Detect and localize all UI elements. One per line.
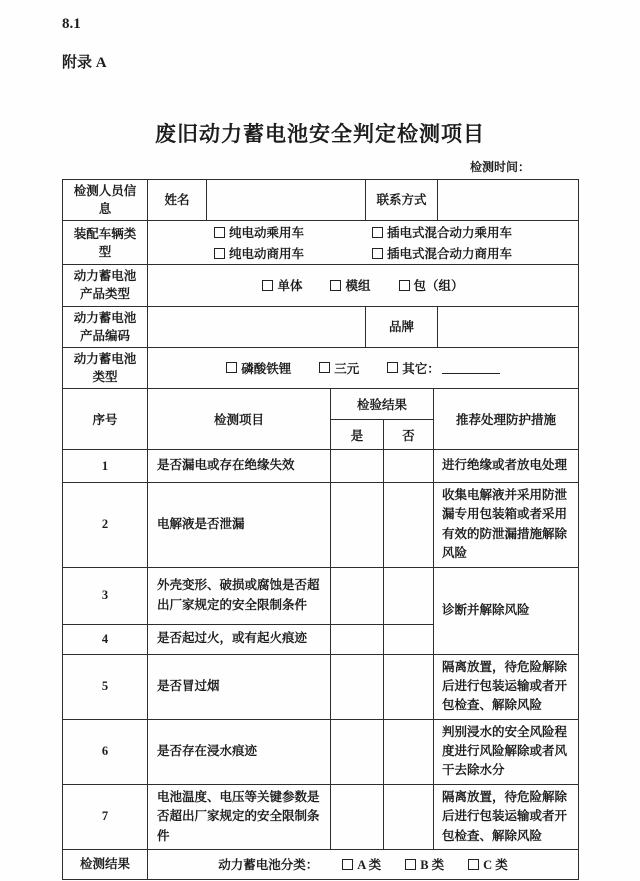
checkbox-other[interactable] bbox=[387, 359, 500, 377]
header-seq: 序号 bbox=[63, 389, 148, 450]
header-no: 否 bbox=[384, 420, 434, 450]
no-cell[interactable] bbox=[384, 719, 434, 784]
vehicle-options-grid bbox=[214, 223, 512, 262]
checkbox-icon bbox=[319, 362, 330, 373]
checkbox-icon bbox=[405, 859, 416, 870]
checkbox-icon bbox=[330, 280, 341, 291]
brand-label: 品牌 bbox=[366, 306, 438, 347]
checkbox-icon bbox=[372, 227, 383, 238]
checkbox-icon bbox=[214, 248, 225, 259]
checkbox-icon bbox=[468, 859, 479, 870]
row-seq: 4 bbox=[63, 624, 148, 654]
name-value-cell[interactable] bbox=[207, 180, 366, 221]
product-type-options-cell bbox=[148, 265, 579, 306]
no-cell[interactable] bbox=[384, 450, 434, 483]
checkbox-ternary[interactable] bbox=[319, 359, 359, 377]
row-measure: 隔离放置，待危险解除后进行包装运输或者开包检查、解除风险 bbox=[434, 654, 579, 719]
row-item: 外壳变形、破损或腐蚀是否超出厂家规定的安全限制条件 bbox=[148, 567, 331, 624]
info-table bbox=[62, 179, 579, 389]
other-fill-line[interactable] bbox=[442, 362, 500, 374]
table-header-row bbox=[63, 389, 579, 420]
contact-label: 联系方式 bbox=[366, 180, 438, 221]
row-seq: 3 bbox=[63, 567, 148, 624]
row-item: 是否漏电或存在绝缘失效 bbox=[148, 450, 331, 483]
items-table bbox=[62, 388, 579, 880]
checkbox-pack[interactable] bbox=[399, 276, 464, 294]
row-seq: 7 bbox=[63, 784, 148, 849]
yes-cell[interactable] bbox=[331, 483, 384, 568]
checkbox-icon bbox=[387, 362, 398, 373]
result-label: 检测结果 bbox=[63, 849, 148, 879]
checkbox-label: 包（组） bbox=[413, 279, 464, 294]
classification-prefix: 动力蓄电池分类： bbox=[218, 858, 319, 873]
checkbox-class-c[interactable] bbox=[468, 855, 508, 873]
section-number: 8.1 bbox=[62, 16, 81, 32]
battery-type-options-cell bbox=[148, 347, 579, 388]
checkbox-label: A 类 bbox=[357, 858, 382, 873]
checkbox-label: 单体 bbox=[277, 279, 303, 294]
product-code-value-cell[interactable] bbox=[148, 306, 366, 347]
checkbox-label: 三元 bbox=[334, 361, 360, 376]
table-row bbox=[63, 654, 579, 719]
row-item: 电池温度、电压等关键参数是否超出厂家规定的安全限制条件 bbox=[148, 784, 331, 849]
checkbox-label: 插电式混合动力乘用车 bbox=[386, 226, 512, 241]
checkbox-icon bbox=[262, 280, 273, 291]
header-measure: 推荐处理防护措施 bbox=[434, 389, 579, 450]
battery-product-code-label: 动力蓄电池产品编码 bbox=[63, 306, 148, 347]
personnel-info-label: 检测人员信息 bbox=[63, 180, 148, 221]
checkbox-icon bbox=[399, 280, 410, 291]
checkbox-icon bbox=[214, 227, 225, 238]
result-options-cell bbox=[148, 849, 579, 879]
vehicle-type-label: 装配车辆类型 bbox=[63, 221, 148, 265]
brand-value-cell[interactable] bbox=[438, 306, 579, 347]
table-row bbox=[63, 450, 579, 483]
header-yes: 是 bbox=[331, 420, 384, 450]
checkbox-label: 纯电动乘用车 bbox=[228, 226, 304, 241]
row-seq: 6 bbox=[63, 719, 148, 784]
battery-type-options-row bbox=[152, 359, 574, 377]
checkbox-bev-commercial[interactable] bbox=[214, 244, 372, 262]
checkbox-lfp[interactable] bbox=[226, 359, 291, 377]
checkbox-label: B 类 bbox=[420, 858, 445, 873]
table-row bbox=[63, 483, 579, 568]
checkbox-class-a[interactable] bbox=[342, 855, 381, 873]
no-cell[interactable] bbox=[384, 567, 434, 624]
row-item: 是否存在浸水痕迹 bbox=[148, 719, 331, 784]
name-label: 姓名 bbox=[148, 180, 207, 221]
table-row bbox=[63, 180, 579, 221]
checkbox-label: 插电式混合动力商用车 bbox=[386, 247, 512, 262]
checkbox-cell[interactable] bbox=[262, 276, 302, 294]
result-row bbox=[63, 849, 579, 879]
no-cell[interactable] bbox=[384, 654, 434, 719]
page-title: 废旧动力蓄电池安全判定检测项目 bbox=[155, 122, 485, 146]
yes-cell[interactable] bbox=[331, 450, 384, 483]
checkbox-label: 模组 bbox=[345, 279, 371, 294]
yes-cell[interactable] bbox=[331, 784, 384, 849]
header-result: 检验结果 bbox=[331, 389, 434, 420]
checkbox-label: 其它： bbox=[402, 361, 440, 376]
checkbox-label: 磷酸铁锂 bbox=[241, 361, 292, 376]
yes-cell[interactable] bbox=[331, 654, 384, 719]
row-measure: 判别浸水的安全风险程度进行风险解除或者风干去除水分 bbox=[434, 719, 579, 784]
product-type-options-row bbox=[152, 276, 574, 294]
battery-type-label: 动力蓄电池类型 bbox=[63, 347, 148, 388]
header-item: 检测项目 bbox=[148, 389, 331, 450]
appendix-heading: 附录 A bbox=[62, 55, 107, 71]
table-row bbox=[63, 306, 579, 347]
yes-cell[interactable] bbox=[331, 719, 384, 784]
no-cell[interactable] bbox=[384, 624, 434, 654]
table-row bbox=[63, 265, 579, 306]
yes-cell[interactable] bbox=[331, 624, 384, 654]
table-row bbox=[63, 567, 579, 624]
vehicle-type-options-cell bbox=[148, 221, 579, 265]
row-measure: 收集电解液并采用防泄漏专用包装箱或者采用有效的防泄漏措施解除风险 bbox=[434, 483, 579, 568]
row-seq: 1 bbox=[63, 450, 148, 483]
row-item: 是否起过火，或有起火痕迹 bbox=[148, 624, 331, 654]
row-item: 是否冒过烟 bbox=[148, 654, 331, 719]
checkbox-icon bbox=[342, 859, 353, 870]
test-time-label: 检测时间： bbox=[469, 160, 530, 174]
row-measure: 隔离放置，待危险解除后进行包装运输或者开包检查、解除风险 bbox=[434, 784, 579, 849]
table-row bbox=[63, 784, 579, 849]
checkbox-class-b[interactable] bbox=[405, 855, 444, 873]
result-options-row bbox=[152, 855, 574, 873]
battery-product-type-label: 动力蓄电池产品类型 bbox=[63, 265, 148, 306]
table-row bbox=[63, 347, 579, 388]
checkbox-label: 纯电动商用车 bbox=[228, 247, 304, 262]
checkbox-icon bbox=[372, 248, 383, 259]
checkbox-phev-commercial[interactable] bbox=[372, 244, 512, 262]
table-row bbox=[63, 719, 579, 784]
checkbox-bev-passenger[interactable] bbox=[214, 223, 372, 241]
row-measure: 诊断并解除风险 bbox=[434, 567, 579, 654]
checkbox-label: C 类 bbox=[483, 858, 508, 873]
row-item: 电解液是否泄漏 bbox=[148, 483, 331, 568]
no-cell[interactable] bbox=[384, 483, 434, 568]
row-seq: 2 bbox=[63, 483, 148, 568]
checkbox-phev-passenger[interactable] bbox=[372, 223, 512, 241]
row-measure: 进行绝缘或者放电处理 bbox=[434, 450, 579, 483]
checkbox-icon bbox=[226, 362, 237, 373]
yes-cell[interactable] bbox=[331, 567, 384, 624]
row-seq: 5 bbox=[63, 654, 148, 719]
contact-value-cell[interactable] bbox=[438, 180, 579, 221]
checkbox-module[interactable] bbox=[330, 276, 370, 294]
table-row bbox=[63, 221, 579, 265]
no-cell[interactable] bbox=[384, 784, 434, 849]
